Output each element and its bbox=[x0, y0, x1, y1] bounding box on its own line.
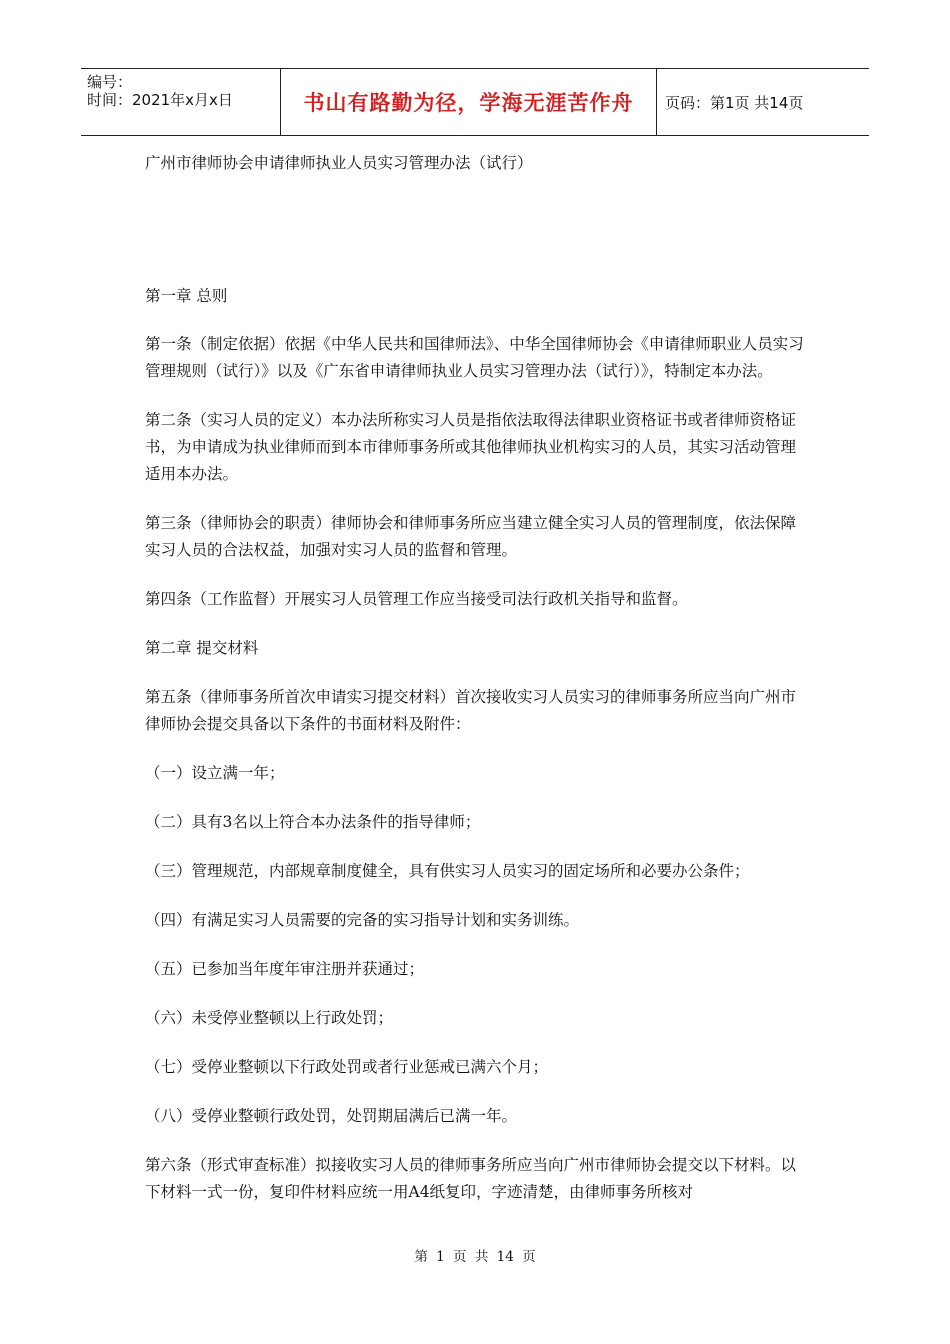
header-meta bbox=[81, 69, 281, 135]
chapter-heading: 第一章 总则 bbox=[145, 287, 228, 305]
document-body bbox=[145, 150, 810, 1206]
page-footer: 第 1 页 共 14 页 bbox=[414, 1249, 536, 1265]
list-item: （四）有满足实习人员需要的完备的实习指导计划和实务训练。 bbox=[145, 911, 580, 929]
list-item: （一）设立满一年； bbox=[145, 764, 285, 782]
article-paragraph: 第一条（制定依据）依据《中华人民共和国律师法》、中华全国律师协会《申请律师职业人员实习管理规则（试行）》以及《广东省申请律师执业人员实习管理办法（试行）》，特制定本办法。 bbox=[145, 335, 804, 380]
header-motto: 书山有路勤为径，学海无涯苦作舟 bbox=[303, 91, 634, 115]
list-item: （三）管理规范，内部规章制度健全，具有供实习人员实习的固定场所和必要办公条件； bbox=[145, 862, 750, 880]
header-motto-cell bbox=[281, 69, 657, 135]
list-item: （五）已参加当年度年审注册并获通过； bbox=[145, 960, 425, 978]
document-header bbox=[81, 68, 869, 136]
list-item: （二）具有3名以上符合本办法条件的指导律师； bbox=[145, 813, 481, 831]
header-page-cell bbox=[657, 69, 869, 135]
list-item: （六）未受停业整顿以上行政处罚； bbox=[145, 1009, 394, 1027]
list-item: （八）受停业整顿行政处罚，处罚期届满后已满一年。 bbox=[145, 1107, 518, 1125]
chapter-heading: 第二章 提交材料 bbox=[145, 639, 259, 657]
header-page-code: 页码：第1页 共14页 bbox=[665, 93, 804, 112]
document-number-label: 编号： bbox=[87, 73, 133, 91]
article-paragraph: 第四条（工作监督）开展实习人员管理工作应当接受司法行政机关指导和监督。 bbox=[145, 590, 688, 608]
article-paragraph: 第二条（实习人员的定义）本办法所称实习人员是指依法取得法律职业资格证书或者律师资格证书，为申请成为执业律师而到本市律师事务所或其他律师执业机构实习的人员，其实习活动管理适用本办法。 bbox=[145, 411, 797, 483]
article-paragraph: 第六条（形式审查标准）拟接收实习人员的律师事务所应当向广州市律师协会提交以下材料。以下材料一式一份，复印件材料应统一用A4纸复印，字迹清楚，由律师事务所核对 bbox=[145, 1156, 797, 1201]
article-paragraph: 第五条（律师事务所首次申请实习提交材料）首次接收实习人员实习的律师事务所应当向广州市律师协会提交具备以下条件的书面材料及附件： bbox=[145, 688, 797, 733]
document-title: 广州市律师协会申请律师执业人员实习管理办法（试行） bbox=[145, 154, 533, 172]
document-date: 时间：2021年x月x日 bbox=[87, 91, 233, 109]
article-paragraph: 第三条（律师协会的职责）律师协会和律师事务所应当建立健全实习人员的管理制度，依法保障实习人员的合法权益，加强对实习人员的监督和管理。 bbox=[145, 514, 797, 559]
list-item: （七）受停业整顿以下行政处罚或者行业惩戒已满六个月； bbox=[145, 1058, 549, 1076]
